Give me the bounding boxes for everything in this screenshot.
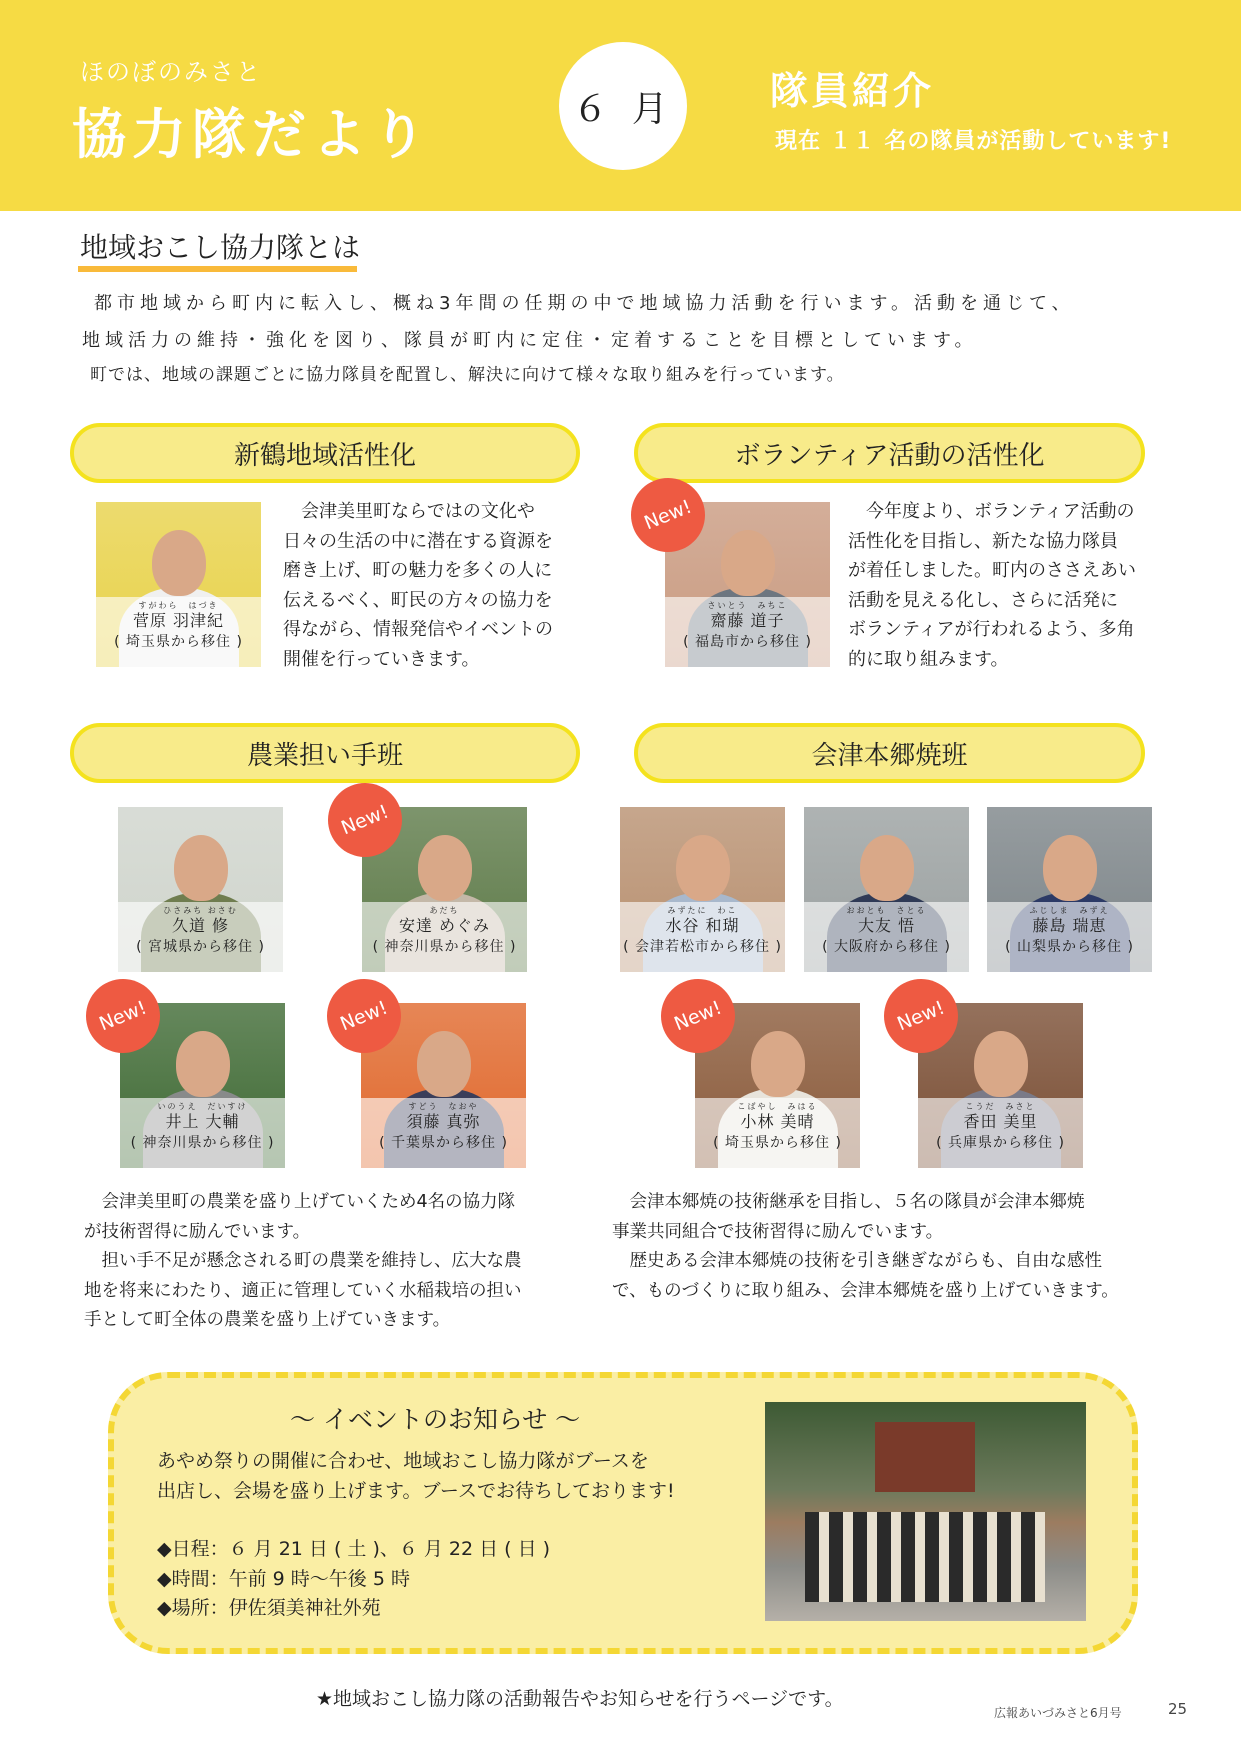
member-name-reading: ひさみち おさむ <box>163 906 238 915</box>
group-description <box>283 497 583 674</box>
member-origin: ( 大阪府から移住 ) <box>822 939 951 955</box>
member-name-reading: こうだ みさと <box>965 1102 1036 1111</box>
page-number: 25 <box>1168 1700 1188 1718</box>
name-band <box>96 597 261 667</box>
person-head <box>152 530 206 596</box>
member-name-reading: みずたに わこ <box>667 906 738 915</box>
description-line: 事業共同組合で技術習得に励んでいます。 <box>612 1221 944 1242</box>
name-band <box>804 902 969 972</box>
description-line: が着任しました。町内のささえあい <box>848 560 1136 581</box>
footer-note: ★地域おこし協力隊の活動報告やお知らせを行うページです。 <box>316 1688 844 1710</box>
group-description <box>84 1188 584 1336</box>
person-head <box>418 835 472 901</box>
description-line: 会津本郷焼の技術継承を目指し、５名の隊員が会津本郷焼 <box>629 1192 1085 1212</box>
shrine-gate-image <box>875 1422 975 1492</box>
event-heading: ～ イベントのお知らせ ～ <box>290 1405 581 1434</box>
description-line: が技術習得に励んでいます。 <box>84 1221 311 1242</box>
description-line: ボランティアが行われるよう、多角 <box>848 619 1135 640</box>
name-band <box>987 902 1152 972</box>
group-heading-pottery: 会津本郷焼班 <box>634 723 1145 783</box>
issue-label: 広報あいづみさと6月号 <box>994 1706 1122 1720</box>
member-name-reading: さいとう みちこ <box>707 601 788 610</box>
member-card <box>620 807 785 972</box>
member-name: 須藤 真弥 <box>406 1112 481 1131</box>
description-line: 的に取り組みます。 <box>848 648 1009 670</box>
member-origin: ( 神奈川県から移住 ) <box>372 939 517 955</box>
name-band <box>620 902 785 972</box>
series-name: ほのぼのみさと <box>80 58 262 86</box>
description-line: 地を将来にわたり、適正に管理していく水稲栽培の担い <box>84 1280 522 1301</box>
name-band <box>118 902 283 972</box>
new-badge: New! <box>620 467 716 563</box>
new-badge: New! <box>75 968 171 1064</box>
description-line: 伝えるべく、町民の方々の協力を <box>283 589 553 611</box>
member-name: 井上 大輔 <box>165 1112 240 1131</box>
member-name: 久道 修 <box>171 916 230 935</box>
person-head <box>860 835 914 901</box>
section-subtitle: 現在 １１ 名の隊員が活動しています! <box>775 129 1172 154</box>
event-time: ◆時間：午前 9 時～午後 5 時 <box>157 1568 410 1590</box>
group-photo-people <box>805 1512 1045 1602</box>
member-card <box>987 807 1152 972</box>
month-badge: ６ 月 <box>559 42 687 170</box>
about-heading: 地域おこし協力隊とは <box>80 231 361 264</box>
description-line: 担い手不足が懸念される町の農業を維持し、広大な農 <box>101 1251 522 1271</box>
member-name: 小林 美晴 <box>740 1112 815 1131</box>
new-badge: New! <box>316 968 412 1064</box>
group-heading-volunteer: ボランティア活動の活性化 <box>634 423 1145 483</box>
member-name-reading: おおとも さとる <box>846 906 927 915</box>
heading-underline <box>78 266 357 272</box>
person-head <box>176 1031 230 1097</box>
event-photo <box>765 1402 1086 1621</box>
description-line: で、ものづくりに取り組み、会津本郷焼を盛り上げていきます。 <box>612 1280 1119 1301</box>
member-name: 菅原 羽津紀 <box>132 611 225 630</box>
name-band <box>362 902 527 972</box>
name-band <box>918 1098 1083 1168</box>
event-description <box>157 1446 675 1506</box>
new-badge: New! <box>317 772 413 868</box>
description-line: 会津美里町ならではの文化や <box>301 501 535 522</box>
member-name: 齋藤 道子 <box>710 611 785 630</box>
group-description <box>612 1188 1172 1306</box>
member-name: 大友 悟 <box>857 916 916 935</box>
member-card <box>118 807 283 972</box>
name-band <box>665 597 830 667</box>
member-name-reading: こばやし みはる <box>737 1102 818 1111</box>
member-name-reading: すがわら はづき <box>138 601 219 610</box>
member-origin: ( 会津若松市から移住 ) <box>623 939 782 955</box>
event-line: あやめ祭りの開催に合わせ、地域おこし協力隊がブースを <box>157 1450 649 1472</box>
member-name: 藤島 瑞恵 <box>1032 916 1107 935</box>
group-heading-agriculture: 農業担い手班 <box>70 723 580 783</box>
event-place: ◆場所：伊佐須美神社外苑 <box>157 1597 381 1619</box>
about-paragraph <box>82 285 1182 359</box>
description-line: 得ながら、情報発信やイベントの <box>283 619 553 640</box>
member-origin: ( 埼玉県から移住 ) <box>713 1135 842 1151</box>
person-head <box>676 835 730 901</box>
about-line: 町では、地域の課題ごとに協力隊員を配置し、解決に向けて様々な取り組みを行っています。 <box>90 365 845 385</box>
description-line: 活動を見える化し、さらに活発に <box>848 589 1118 611</box>
name-band <box>695 1098 860 1168</box>
new-badge: New! <box>650 968 746 1064</box>
description-line: 会津美里町の農業を盛り上げていくため4名の協力隊 <box>101 1192 516 1212</box>
newsletter-title: 協力隊だより <box>72 103 432 166</box>
event-line: 出店し、会場を盛り上げます。ブースでお待ちしております! <box>157 1480 675 1502</box>
group-description <box>848 497 1148 674</box>
member-name: 水谷 和瑚 <box>665 916 740 935</box>
member-origin: ( 福島市から移住 ) <box>683 634 812 650</box>
member-card <box>804 807 969 972</box>
name-band <box>361 1098 526 1168</box>
member-name-reading: あだち <box>429 906 460 915</box>
member-card <box>96 502 261 667</box>
person-head <box>974 1031 1028 1097</box>
new-badge: New! <box>873 968 969 1064</box>
person-head <box>417 1031 471 1097</box>
member-origin: ( 神奈川県から移住 ) <box>130 1135 275 1151</box>
member-name-reading: いのうえ だいすけ <box>157 1102 248 1111</box>
about-line: 地域活力の維持・強化を図り、隊員が町内に定住・定着することを目標としています。 <box>82 330 978 351</box>
person-head <box>721 530 775 596</box>
member-origin: ( 埼玉県から移住 ) <box>114 634 243 650</box>
description-line: 今年度より、ボランティア活動の <box>866 501 1135 522</box>
member-origin: ( 宮城県から移住 ) <box>136 939 265 955</box>
description-line: 日々の生活の中に潜在する資源を <box>283 530 553 552</box>
about-line: 都市地域から町内に転入し、概ね3年間の任期の中で地域協力活動を行います。活動を通じて、 <box>94 293 1075 314</box>
section-title: 隊員紹介 <box>770 69 935 113</box>
description-line: 手として町全体の農業を盛り上げていきます。 <box>84 1310 451 1330</box>
member-name-reading: すどう なおや <box>408 1102 479 1111</box>
name-band <box>120 1098 285 1168</box>
member-origin: ( 兵庫県から移住 ) <box>936 1135 1065 1151</box>
member-origin: ( 山梨県から移住 ) <box>1005 939 1134 955</box>
description-line: 活性化を目指し、新たな協力隊員 <box>848 530 1118 552</box>
member-origin: ( 千葉県から移住 ) <box>379 1135 508 1151</box>
event-date: ◆日程：６ 月 21 日 ( 土 )、６ 月 22 日 ( 日 ) <box>157 1538 551 1560</box>
member-name: 安達 めぐみ <box>398 916 491 935</box>
person-head <box>1043 835 1097 901</box>
person-head <box>174 835 228 901</box>
description-line: 磨き上げ、町の魅力を多くの人に <box>283 560 553 581</box>
member-name: 香田 美里 <box>963 1112 1038 1131</box>
description-line: 歴史ある会津本郷焼の技術を引き継ぎながらも、自由な感性 <box>629 1251 1102 1271</box>
description-line: 開催を行っていきます。 <box>283 648 480 670</box>
person-head <box>751 1031 805 1097</box>
group-heading-niitsuru: 新鶴地域活性化 <box>70 423 580 483</box>
member-name-reading: ふじしま みずえ <box>1029 906 1110 915</box>
